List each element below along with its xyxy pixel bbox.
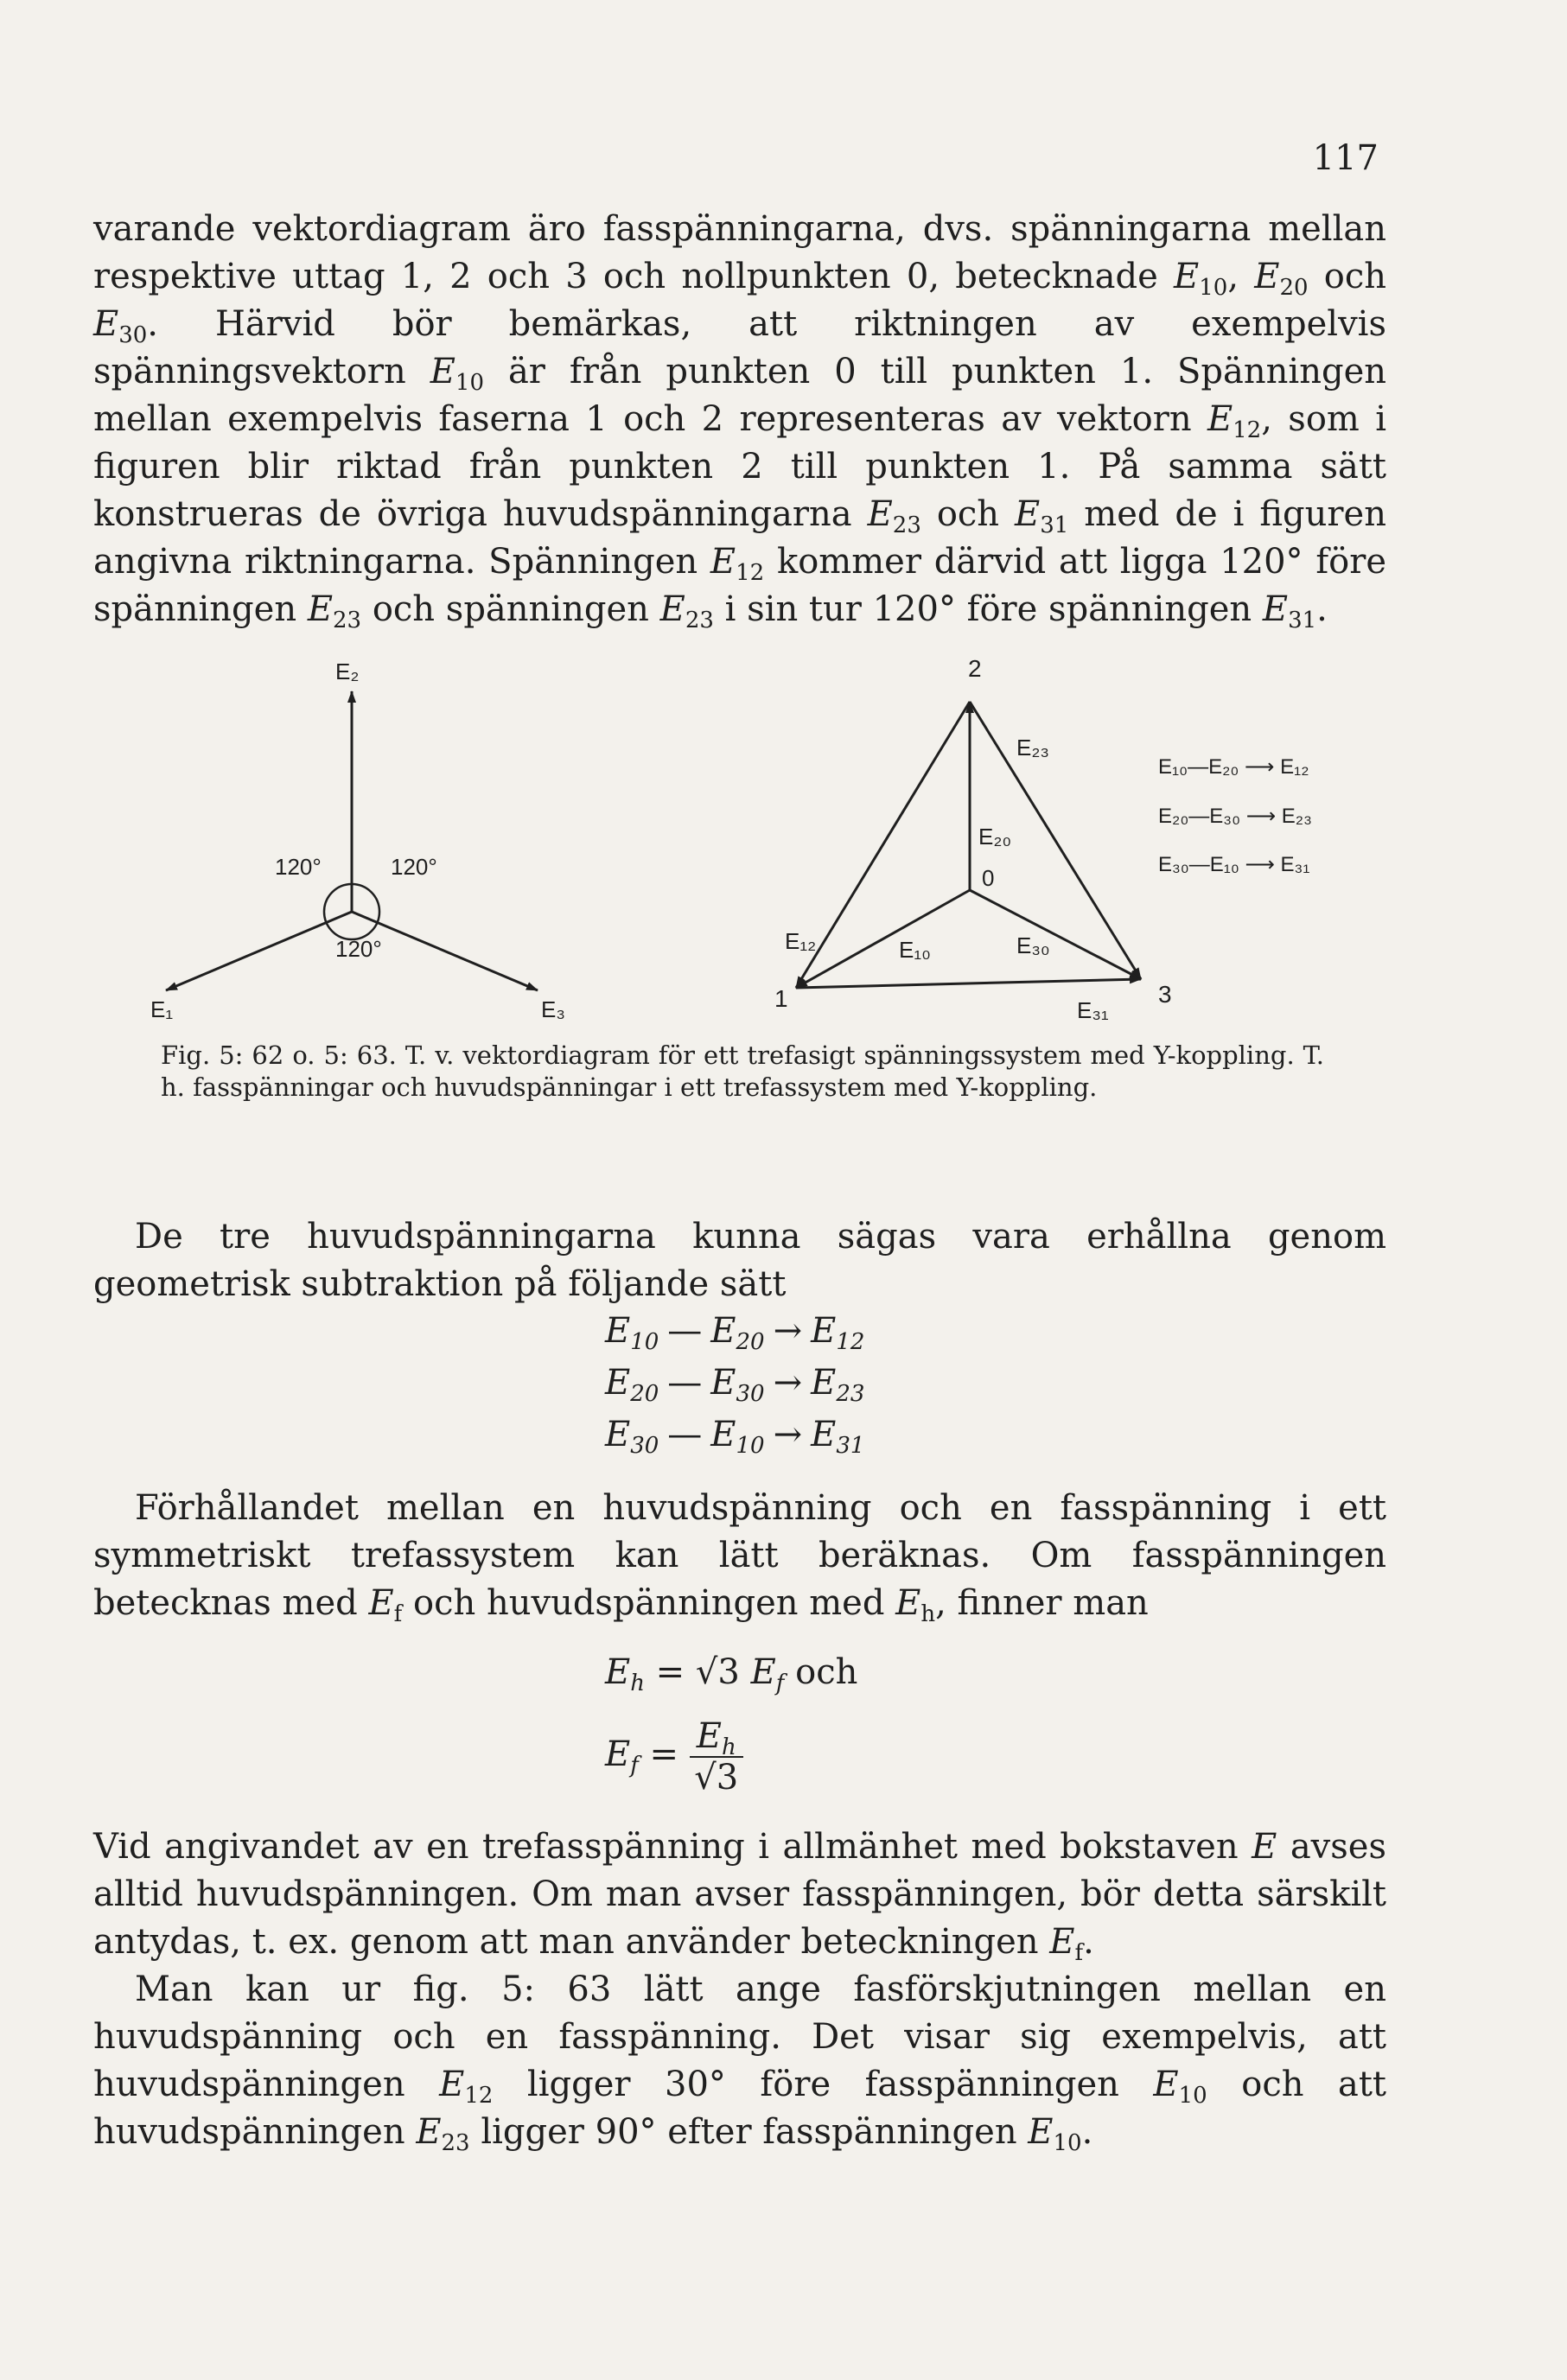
label-node-2: 2: [968, 655, 982, 682]
equation-2: $E_{20}$ — $E_{30} \to E_{23}$: [605, 1363, 865, 1407]
paragraph-2: De tre huvudspänningarna kunna sägas vara erhållna genom geometrisk subtraktion på följande sätt: [93, 1217, 1386, 1304]
figure-caption: Fig. 5: 62 o. 5: 63. T. v. vektordiagram för ett trefasigt spänningssystem med Y-koppling. T. h. fasspänningar och huvudspänningar i ett trefassystem med Y-koppling.: [161, 1040, 1324, 1102]
label-angle-bottom: 120°: [335, 936, 382, 962]
paragraph-4: Vid angivandet av en trefasspänning i allmänhet med bokstaven E avses alltid huvudspänningen. Om man avser fasspänningen, bör detta särskilt antydas, t. ex. genom att man använder beteckningen $E_f$.: [93, 1827, 1386, 1966]
label-angle-left: 120°: [275, 854, 322, 880]
legend-line-2: E₂₀—E₃₀ ⟶ E₂₃: [1158, 805, 1312, 828]
vector-e1: [166, 912, 352, 990]
formula-ef: $E_f$ = $\frac{E_h}{√3}$: [605, 1716, 743, 1798]
label-e12: E₁₂: [785, 928, 817, 954]
label-e20: E₂₀: [978, 824, 1012, 850]
legend-line-3: E₃₀—E₁₀ ⟶ E₃₁: [1158, 853, 1310, 876]
triangle-diagram: [796, 702, 1141, 988]
formula-eh: $E_h = √3$ $E_f$ och: [605, 1652, 858, 1696]
label-e2: E₂: [335, 659, 360, 684]
label-node-3: 3: [1158, 981, 1172, 1008]
label-e30: E₃₀: [1016, 932, 1050, 958]
equation-1: $E_{10}$ — $E_{20} \to E_{12}$: [605, 1311, 865, 1355]
label-e23: E₂₃: [1016, 735, 1050, 760]
paragraph-5: Man kan ur fig. 5: 63 lätt ange fasförskjutningen mellan en huvudspänning och en fasspänning. Det visar sig exempelvis, att huvudspänningen $E_{12}$ ligger 30° före fasspänningen $E_{10}$ och att huvudspänningen $E_{23}$ ligger 90° efter fasspänningen $E_{10}$.: [93, 1970, 1386, 2156]
vector-e10: [796, 890, 970, 988]
legend-line-1: E₁₀—E₂₀ ⟶ E₁₂: [1158, 755, 1309, 779]
paragraph-1: varande vektordiagram äro fasspänningarna, dvs. spänningarna mellan respektive uttag 1, 2 och 3 och nollpunkten 0, betecknade $E_{10}$, $E_{20}$ och $E_{30}$. Härvid bör bemärkas, att riktningen av exempelvis spänningsvektorn $E_{10}$ är från punkten 0 till punkten 1. Spänningen mellan exempelvis faserna 1 och 2 representeras av vektorn $E_{12}$, som i figuren blir riktad från punkten 2 till punkten 1. På samma sätt konstrueras de övriga huvudspänningarna $E_{23}$ och $E_{31}$ med de i figuren angivna riktningarna. Spänningen $E_{12}$ kommer därvid att ligga 120° före spänningen $E_{23}$ och spänningen $E_{23}$ i sin tur 120° före spänningen $E_{31}$.: [93, 209, 1387, 633]
label-angle-right: 120°: [391, 854, 437, 880]
equation-3: $E_{30}$ — $E_{10} \to E_{31}$: [605, 1415, 865, 1459]
vector-e12: [796, 702, 970, 988]
vector-diagram-figure: [0, 640, 1567, 1054]
vector-e30: [970, 890, 1141, 979]
label-node-0: 0: [982, 865, 995, 891]
vector-e31: [796, 979, 1141, 988]
page-number: 117: [1312, 138, 1379, 178]
paragraph-3: Förhållandet mellan en huvudspänning och en fasspänning i ett symmetriskt trefassystem kan lätt beräknas. Om fasspänningen betecknas med $E_f$ och huvudspänningen med $E_h$, finner man: [93, 1488, 1386, 1627]
label-node-1: 1: [774, 985, 788, 1012]
label-e1: E₁: [150, 996, 174, 1022]
label-e31: E₃₁: [1077, 997, 1109, 1023]
fraction: $\frac{E_h}{√3}$: [690, 1716, 743, 1798]
label-e10: E₁₀: [899, 937, 931, 963]
label-e3: E₃: [541, 996, 565, 1022]
